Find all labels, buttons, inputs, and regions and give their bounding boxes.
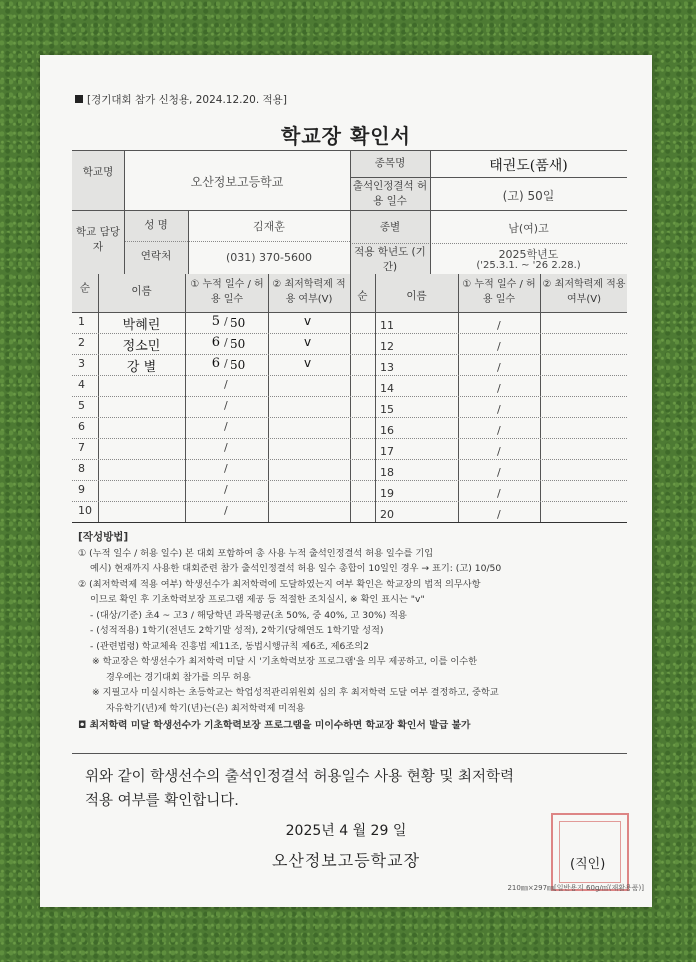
- instruction-line: 자유학기(년)제 학기(년)는(은) 최저학력제 미적용: [106, 702, 305, 714]
- row-number: 9: [78, 483, 85, 496]
- days-slash: /: [224, 315, 228, 328]
- days-slash: /: [497, 403, 501, 416]
- instruction-line: ※ 지필고사 미실시하는 초등학교는 학업성적관리위원회 심의 후 최저학력 도달 여부 결정하고, 중학교: [92, 687, 499, 698]
- instruction-line: - (성적적용) 1학기(전년도 2학기말 성적), 2학기(당해연도 1학기말 성적): [90, 625, 384, 636]
- days-slash: /: [224, 357, 228, 370]
- days-slash: /: [497, 466, 501, 479]
- teacher-name-value: 김재훈: [253, 220, 285, 233]
- gender-value: 남(여)고: [508, 222, 549, 235]
- instruction-line: ※ 학교장은 학생선수가 최저학력 미달 시 '기초학력보장 프로그램'을 의무 제공하고, 이를 이수한: [92, 656, 478, 667]
- rule: [98, 274, 99, 522]
- used-days: 6: [211, 356, 220, 371]
- days-slash: /: [497, 445, 501, 458]
- col-days-right: ① 누적 일수 / 허용 일수: [462, 279, 536, 305]
- row-number: 4: [78, 378, 85, 391]
- seal-mark: (직인): [570, 857, 606, 872]
- confirmation-line: 위와 같이 학생선수의 출석인정결석 허용일수 사용 현황 및 최저학력: [85, 769, 515, 785]
- instruction-line: ① (누적 일수 / 허용 일수) 본 대회 포함하여 총 사용 누적 출석인정결석 허용 일수를 기입: [78, 547, 434, 559]
- check-mark: v: [304, 335, 312, 349]
- seal-inner: [559, 821, 621, 883]
- rule: [350, 274, 351, 522]
- row-number: 15: [380, 403, 394, 416]
- days-slash: /: [497, 340, 501, 353]
- rule: [375, 274, 376, 522]
- phone-value: (031) 370-5600: [225, 251, 313, 264]
- days-slash: /: [497, 487, 501, 500]
- principal-signature-line: 오산정보고등학교장: [271, 851, 421, 870]
- row-number: 13: [380, 361, 394, 374]
- instruction-warning: ◘ 최저학력 미달 학생선수가 기초학력보장 프로그램을 미이수하면 학교장 확인서 발급 불가: [78, 720, 471, 731]
- days-slash: /: [224, 504, 228, 517]
- row-rule: [72, 354, 627, 355]
- row-number: 19: [380, 487, 394, 500]
- student-name: 강 별: [126, 360, 157, 375]
- row-rule: [72, 417, 627, 418]
- instructions-heading: [작성방법]: [78, 531, 129, 543]
- days-slash: /: [224, 483, 228, 496]
- days-slash: /: [224, 462, 228, 475]
- rule: [124, 241, 350, 242]
- row-number: 14: [380, 382, 394, 395]
- instruction-line: - (관련법령) 학교체육 진흥법 제11조, 동법시행규칙 제6조, 제6조의2: [90, 640, 369, 652]
- row-number: 5: [78, 399, 85, 412]
- official-seal-stamp: [551, 813, 629, 891]
- row-number: 10: [78, 504, 92, 517]
- row-number: 8: [78, 462, 85, 475]
- year-period: ('25.3.1. ~ '26 2.28.): [476, 260, 581, 271]
- student-name: 박혜린: [122, 318, 161, 333]
- teacher-label: 학교 담당자: [76, 226, 120, 253]
- phone-label: 연락처: [140, 250, 172, 262]
- row-rule: [72, 459, 627, 460]
- rule: [185, 274, 186, 522]
- row-number: 2: [78, 336, 85, 349]
- allowance-label: 출석인정결석 허용 일수: [352, 180, 428, 207]
- allowance-value: (고) 50일: [502, 189, 555, 203]
- row-rule: [72, 480, 627, 481]
- name-label: 성 명: [144, 219, 168, 231]
- row-number: 17: [380, 445, 394, 458]
- gender-label: 종별: [379, 221, 401, 233]
- col-check-right: ② 최저학력제 적용 여부(V): [542, 279, 626, 305]
- writing-instructions: [78, 530, 638, 734]
- row-number: 3: [78, 357, 85, 370]
- days-slash: /: [497, 424, 501, 437]
- check-mark: v: [304, 356, 312, 370]
- row-rule: [72, 375, 627, 376]
- check-mark: v: [304, 314, 312, 328]
- row-number: 16: [380, 424, 394, 437]
- student-name: 정소민: [122, 339, 161, 354]
- allowed-days: 50: [230, 316, 246, 330]
- rule: [350, 243, 627, 244]
- year-label: 적용 학년도 (기간): [354, 246, 426, 273]
- used-days: 6: [211, 335, 220, 350]
- rule: [72, 522, 627, 523]
- row-number: 11: [380, 319, 394, 332]
- confirmation-line: 적용 여부를 확인합니다.: [85, 793, 239, 809]
- sport-value: 태권도(품새): [489, 158, 568, 174]
- row-number: 20: [380, 508, 394, 521]
- days-slash: /: [497, 319, 501, 332]
- document-title: 학교장 확인서: [281, 124, 411, 148]
- days-slash: /: [224, 441, 228, 454]
- rule: [350, 177, 627, 178]
- document-page: [40, 55, 652, 907]
- issue-date: 2025년 4 월 29 일: [285, 823, 407, 839]
- rule: [72, 753, 627, 754]
- col-no-left: 순: [79, 282, 91, 294]
- square-bullet-icon: [75, 95, 83, 103]
- rule: [540, 274, 541, 522]
- instruction-line: 이므로 확인 후 기초학력보장 프로그램 제공 등 적절한 조치실시, ※ 확인 표시는 "v": [90, 594, 425, 605]
- row-number: 1: [78, 315, 85, 328]
- sport-label: 종목명: [374, 157, 406, 169]
- row-number: 18: [380, 466, 394, 479]
- days-slash: /: [497, 382, 501, 395]
- col-days-left: ① 누적 일수 / 허용 일수: [190, 279, 264, 305]
- days-slash: /: [224, 336, 228, 349]
- row-rule: [72, 333, 627, 334]
- row-rule: [72, 438, 627, 439]
- row-rule: [72, 396, 627, 397]
- allowed-days: 50: [230, 337, 246, 351]
- instruction-line: ② (최저학력제 적용 여부) 학생선수가 최저학력에 도달하였는지 여부 확인은 학교장의 법적 의무사항: [78, 578, 481, 590]
- note-text: [경기대회 참가 신청용, 2024.12.20. 적용]: [87, 94, 287, 106]
- row-rule: [72, 501, 627, 502]
- allowed-days: 50: [230, 358, 246, 372]
- instruction-line: - (대상/기준) 초4 ~ 고3 / 해당학년 과목평균(초 50%, 중 40%, 고 30%) 적용: [90, 609, 407, 621]
- row-number: 7: [78, 441, 85, 454]
- school-label: 학교명: [82, 166, 114, 178]
- row-number: 6: [78, 420, 85, 433]
- col-check-left: ② 최저학력제 적용 여부(V): [272, 279, 346, 305]
- days-slash: /: [224, 399, 228, 412]
- rule: [268, 274, 269, 522]
- row-number: 12: [380, 340, 394, 353]
- used-days: 5: [211, 314, 220, 329]
- col-name-right: 이름: [406, 290, 427, 302]
- document-note: [75, 92, 287, 107]
- days-slash: /: [497, 508, 501, 521]
- paper-spec: 210㎜×297㎜[일반용지 60g/㎡(재활용품)]: [507, 884, 644, 892]
- rule: [458, 274, 459, 522]
- instruction-line: 예시) 현재까지 사용한 대회준련 참가 출석인정결석 허용 일수 총합이 10일인 경우 → 표기: (고) 10/50: [90, 563, 502, 574]
- year-value: 2025학년도: [498, 248, 559, 261]
- days-slash: /: [224, 378, 228, 391]
- col-name-left: 이름: [131, 285, 152, 297]
- school-value: 오산정보고등학교: [190, 175, 284, 189]
- days-slash: /: [224, 420, 228, 433]
- days-slash: /: [497, 361, 501, 374]
- confirmation-text: [85, 765, 514, 813]
- instruction-line: 경우에는 경기대회 참가를 의무 허용: [106, 671, 251, 683]
- col-no-right: 순: [357, 290, 368, 302]
